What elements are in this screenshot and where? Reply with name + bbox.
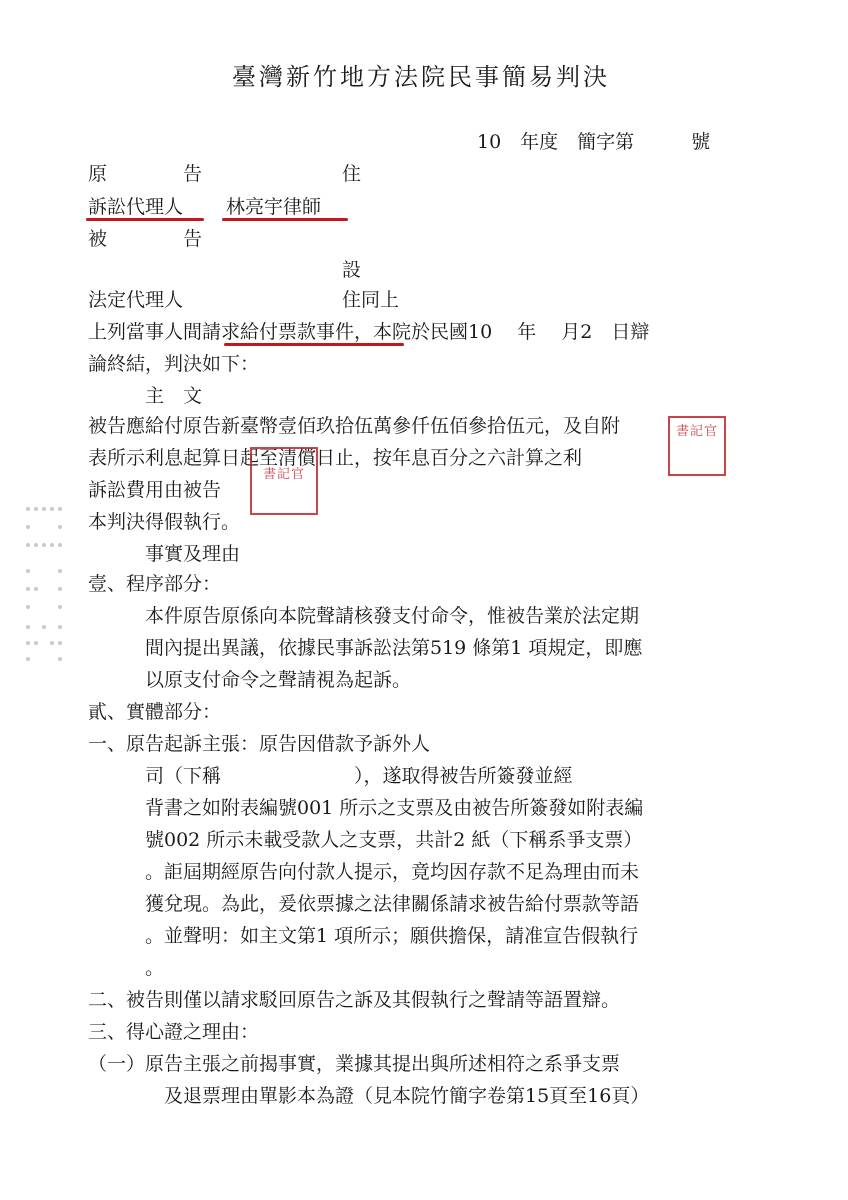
- main-heading: 主 文: [145, 385, 203, 407]
- section-2-item-1: 一、原告起訴主張：原告因借款予訴外人: [88, 733, 431, 755]
- section-1-line-1: 本件原告原係向本院聲請核發支付命令，惟被告業於法定期: [145, 605, 640, 627]
- attorney-label-underline: [86, 218, 204, 221]
- main-text-line-4: 本判決得假執行。: [88, 511, 241, 533]
- document-title: 臺灣新竹地方法院民事簡易判決: [232, 63, 610, 91]
- case-number: 10 年度 簡字第 號: [477, 131, 711, 153]
- facts-heading: 事實及理由: [145, 543, 241, 565]
- defendant-address: 設: [342, 259, 362, 281]
- section-2-item-1-line-6: 。並聲明：如主文第1 項所示；願供擔保，請准宣告假執行: [145, 925, 639, 947]
- section-2-item-1-line-1: 司（下稱 ），遂取得被告所簽發並經: [145, 765, 573, 787]
- case-cause-underline: [224, 343, 404, 346]
- main-text-line-3: 訴訟費用由被告: [88, 479, 222, 501]
- section-2-heading: 貳、實體部分：: [88, 701, 222, 723]
- section-2-item-1-line-7: 。: [145, 957, 165, 979]
- attorney-name-underline: [222, 218, 348, 221]
- main-text-line-1: 被告應給付原告新臺幣壹佰玖拾伍萬參仟伍佰參拾伍元，及自附: [88, 415, 621, 437]
- attorney-label: 訴訟代理人: [88, 196, 184, 218]
- defendant-label: 被 告: [88, 228, 203, 250]
- section-2-item-1-line-3: 號002 所示未載受款人之支票，共計2 紙（下稱系爭支票）: [145, 829, 643, 851]
- intro-line-1: 上列當事人間請求給付票款事件，本院於民國10 年 月2 日辯: [88, 321, 650, 343]
- clerk-seal-right-text: 書記官: [675, 424, 718, 439]
- legal-rep-label: 法定代理人: [88, 289, 184, 311]
- section-2-item-1-line-2: 背書之如附表編號001 所示之支票及由被告所簽發如附表編: [145, 797, 644, 819]
- section-2-item-3: 三、得心證之理由：: [88, 1021, 260, 1043]
- clerk-seal-middle: [250, 447, 318, 515]
- section-2-item-1-line-5: 獲兌現。為此，爰依票據之法律關係請求被告給付票款等語: [145, 893, 640, 915]
- clerk-seal-middle-text: 書記官: [262, 467, 305, 482]
- section-2-item-1-line-4: 。詎屆期經原告向付款人提示，竟均因存款不足為理由而未: [145, 861, 640, 883]
- section-1-line-2: 間內提出異議，依據民事訴訟法第519 條第1 項規定，即應: [145, 637, 643, 659]
- section-2-item-2: 二、被告則僅以請求駁回原告之訴及其假執行之聲請等語置辯。: [88, 989, 621, 1011]
- plaintiff-label: 原 告: [88, 163, 203, 185]
- section-2-item-3-sub-1-cont: 及退票理由單影本為證（見本院竹簡字卷第15頁至16頁）: [164, 1085, 650, 1107]
- legal-rep-address: 住同上: [342, 289, 400, 311]
- section-2-item-3-sub-1: （一）原告主張之前揭事實，業據其提出與所述相符之系爭支票: [88, 1053, 621, 1075]
- section-1-line-3: 以原支付命令之聲請視為起訴。: [145, 669, 412, 691]
- plaintiff-address: 住: [342, 163, 362, 185]
- clerk-seal-right: [668, 416, 726, 476]
- binding-holes: [20, 505, 70, 665]
- section-1-heading: 壹、程序部分：: [88, 573, 222, 595]
- attorney-name: 林亮宇律師: [226, 196, 322, 218]
- intro-line-2: 論終結，判決如下：: [88, 353, 260, 375]
- main-text-line-2: 表所示利息起算日起至清償日止，按年息百分之六計算之利: [88, 447, 583, 469]
